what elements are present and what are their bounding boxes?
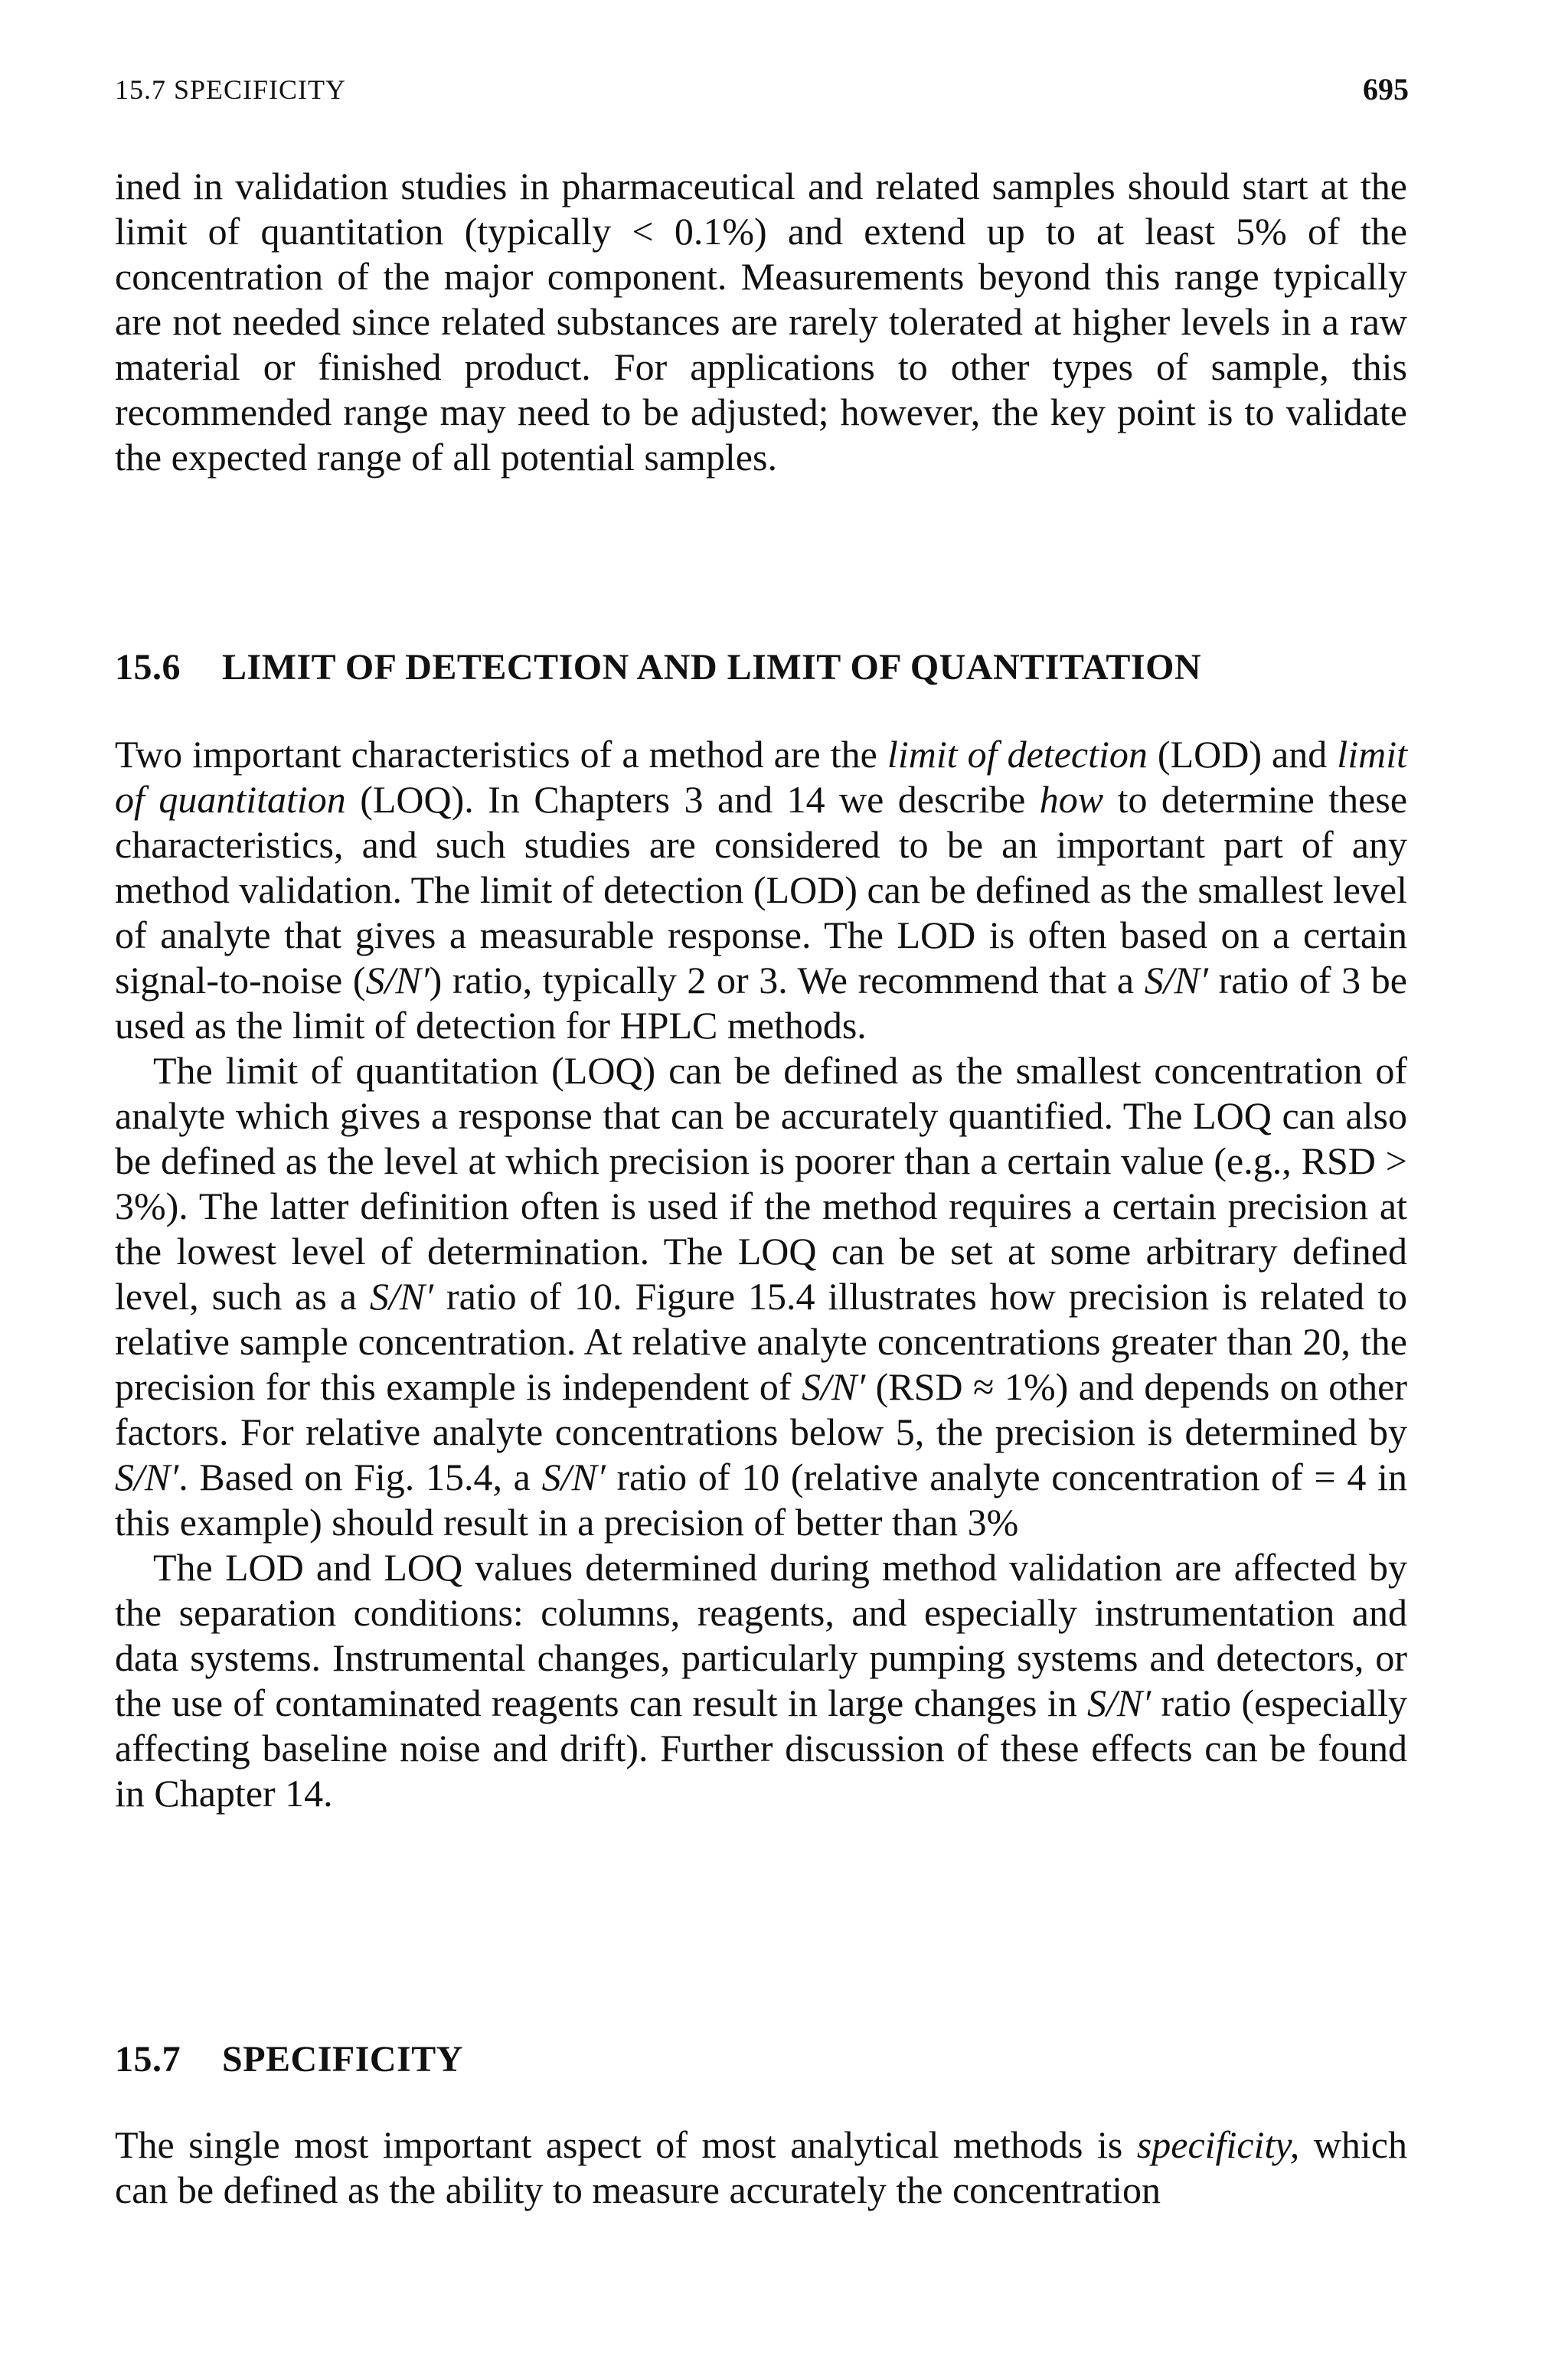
paragraph: ined in validation studies in pharmaceutical and related samples should start at the limit of quantitation (typically < 0.1%) and extend up to at least 5% of the concentration of the major component. Measurements beyond this range typically are not needed since related substances are rarely tolerated at higher levels in a raw material or finished product. For applications to other types of sample, this recommended range may need to be adjusted; however, the key point is to validate the expected range of all potential samples.	[115, 165, 1407, 479]
paragraph: The single most important aspect of most analytical methods is specificity, which can be defined as the ability to measure accurately the concentration	[115, 2123, 1407, 2211]
page-number: 695	[1363, 72, 1409, 106]
running-head	[115, 70, 1409, 109]
continued-paragraph-block	[115, 164, 1407, 480]
paragraph: The limit of quantitation (LOQ) can be defined as the smallest concentration of analyte which gives a response that can be accurately quantified. The LOQ can also be defined as the level at which precision is poorer than a certain value (e.g., RSD > 3%). The latter definition often is used if the method requires a certain precision at the lowest level of determination. The LOQ can be set at some arbitrary defined level, such as a S/N′ ratio of 10. Figure 15.4 illustrates how precision is related to relative sample concentration. At relative analyte concentrations greater than 20, the precision for this example is independent of S/N′ (RSD ≈ 1%) and depends on other factors. For relative analyte concentrations below 5, the precision is determined by S/N′. Based on Fig. 15.4, a S/N′ ratio of 10 (relative analyte concentration of = 4 in this example) should result in a precision of better than 3%	[115, 1049, 1407, 1544]
running-head-title: 15.7 SPECIFICITY	[115, 74, 347, 105]
section-number: 15.6	[115, 647, 181, 688]
paragraph: The LOD and LOQ values determined during method validation are affected by the separation conditions: columns, reagents, and especially instrumentation and data systems. Instrumental changes, particularly pumping systems and detectors, or the use of contaminated reagents can result in large changes in S/N′ ratio (especially affecting baseline noise and drift). Further discussion of these effects can be found in Chapter 14.	[115, 1546, 1407, 1815]
section-title: SPECIFICITY	[222, 2039, 463, 2080]
paragraph: Two important characteristics of a method are the limit of detection (LOD) and limit of quantitation (LOQ). In Chapters 3 and 14 we describe how to determine these characteristics, and such studies are considered to be an important part of any method validation. The limit of detection (LOD) can be defined as the smallest level of analyte that gives a measurable response. The LOD is often based on a certain signal-to-noise (S/N′) ratio, typically 2 or 3. We recommend that a S/N′ ratio of 3 be used as the limit of detection for HPLC methods.	[115, 733, 1408, 1047]
section-15-7-body	[115, 2122, 1407, 2213]
section-heading-15-7	[115, 2037, 1416, 2083]
section-heading-15-6	[115, 645, 1416, 691]
section-number: 15.7	[115, 2039, 181, 2080]
section-title: LIMIT OF DETECTION AND LIMIT OF QUANTITATION	[222, 647, 1202, 688]
section-15-6-body	[115, 732, 1407, 1816]
